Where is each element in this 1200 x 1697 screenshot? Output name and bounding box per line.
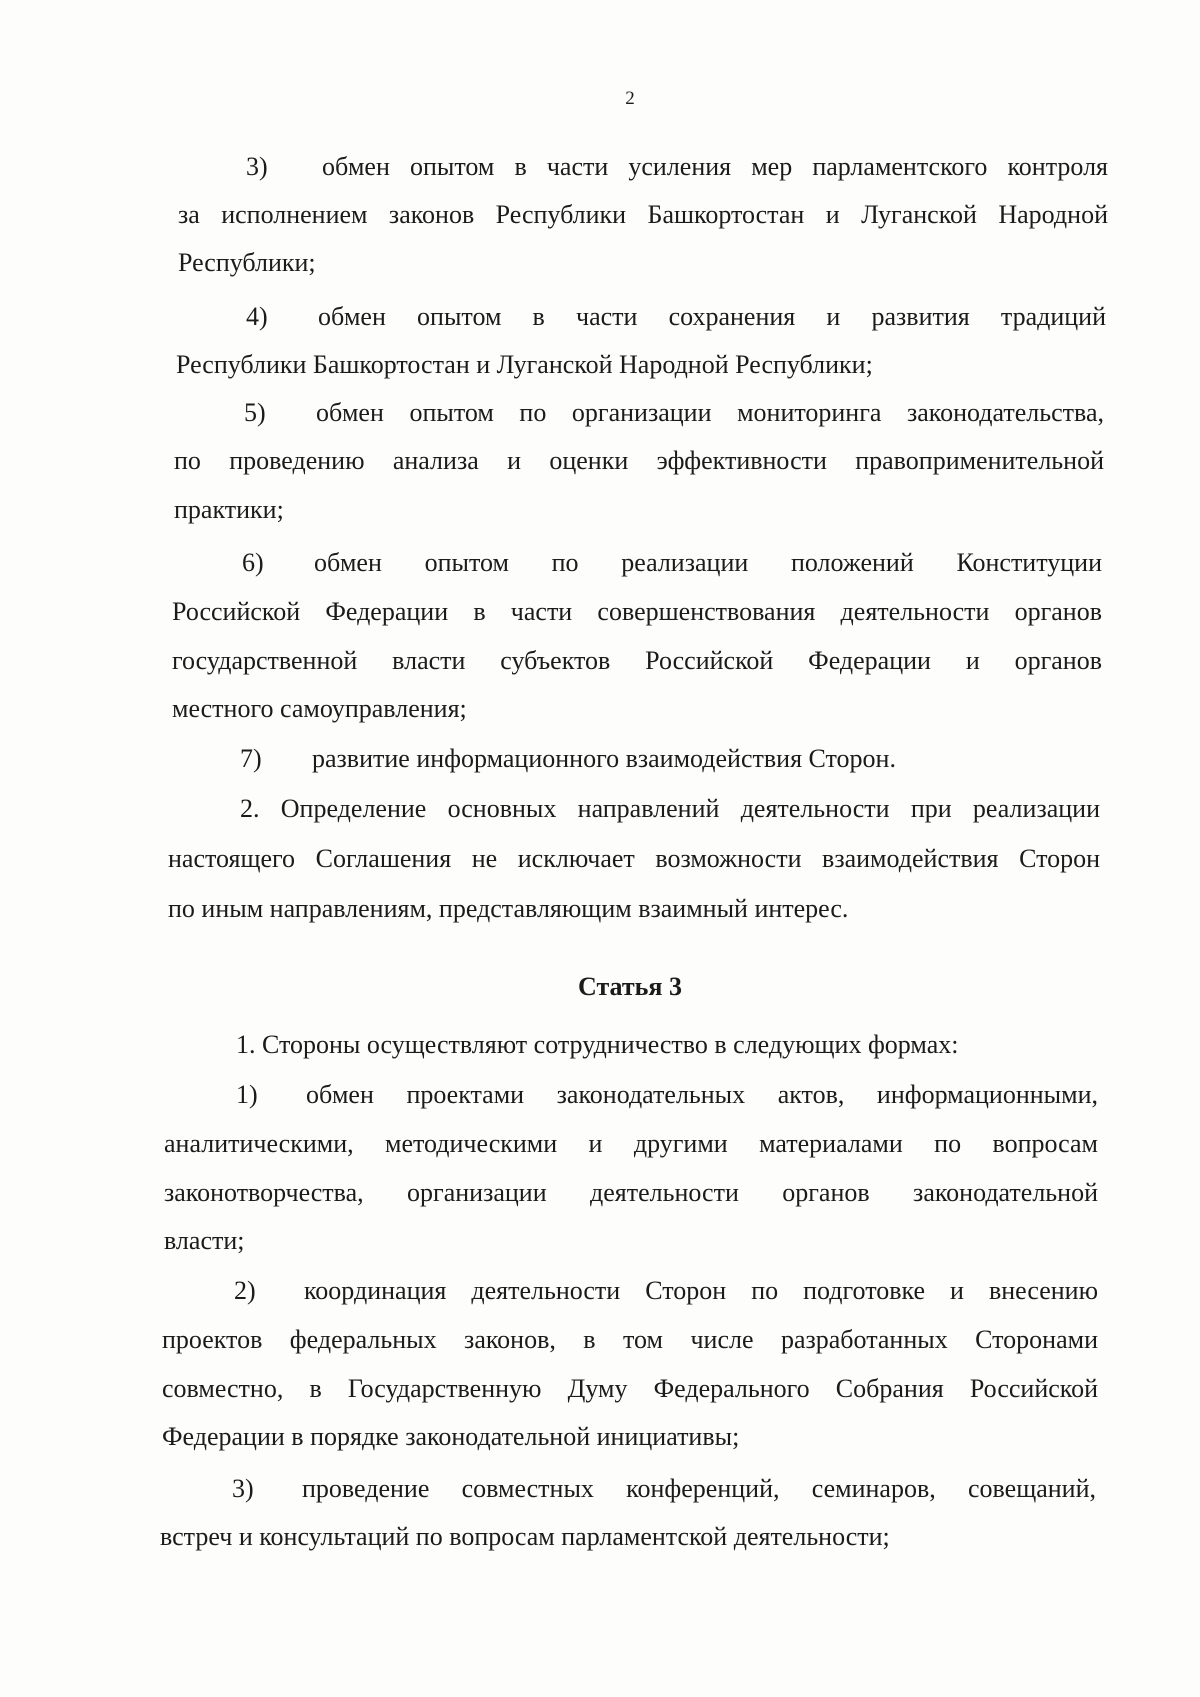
item-number: 7): [240, 744, 262, 773]
text-line: проектов федеральных законов, в том числе разработанных Сторонами: [162, 1325, 1098, 1354]
item-number: 4): [246, 302, 268, 331]
text-line: обмен опытом по реализации положений Конституции: [314, 548, 1102, 577]
text-line: по проведению анализа и оценки эффективности правоприменительной: [174, 446, 1104, 475]
text-line: местного самоуправления;: [172, 694, 467, 723]
item-number: 1): [236, 1080, 258, 1109]
text-line: аналитическими, методическими и другими материалами по вопросам: [164, 1129, 1098, 1158]
item-number: 2): [234, 1276, 256, 1305]
item-number: 6): [242, 548, 264, 577]
item-number: 3): [232, 1474, 254, 1503]
text-line: за исполнением законов Республики Башкортостан и Луганской Народной: [178, 200, 1108, 229]
text-line: 1. Стороны осуществляют сотрудничество в следующих формах:: [236, 1030, 959, 1059]
text-line: 2. Определение основных направлений деятельности при реализации: [240, 794, 1100, 823]
text-line: по иным направлениям, представляющим взаимный интерес.: [168, 894, 849, 923]
text-line: Федерации в порядке законодательной инициативы;: [162, 1422, 740, 1451]
text-line: Республики Башкортостан и Луганской Народной Республики;: [176, 350, 873, 379]
text-line: Республики;: [178, 248, 316, 277]
text-line: обмен опытом в части усиления мер парламентского контроля: [322, 152, 1108, 181]
item-number: 3): [246, 152, 268, 181]
text-line: обмен опытом в части сохранения и развития традиций: [318, 302, 1106, 331]
text-line: практики;: [174, 495, 284, 524]
text-line: настоящего Соглашения не исключает возможности взаимодействия Сторон: [168, 844, 1100, 873]
text-line: проведение совместных конференций, семинаров, совещаний,: [302, 1474, 1096, 1503]
item-number: 5): [244, 398, 266, 427]
text-line: власти;: [164, 1226, 245, 1255]
text-line: государственной власти субъектов Российской Федерации и органов: [172, 646, 1102, 675]
text-line: законотворчества, организации деятельности органов законодательной: [164, 1178, 1098, 1207]
text-line: развитие информационного взаимодействия Сторон.: [312, 744, 896, 773]
text-line: обмен проектами законодательных актов, информационными,: [306, 1080, 1098, 1109]
text-line: координация деятельности Сторон по подготовке и внесению: [304, 1276, 1098, 1305]
page-number: 2: [625, 88, 635, 109]
text-line: совместно, в Государственную Думу Федерального Собрания Российской: [162, 1374, 1098, 1403]
text-line: обмен опытом по организации мониторинга законодательства,: [316, 398, 1104, 427]
text-line: встреч и консультаций по вопросам парламентской деятельности;: [160, 1522, 890, 1551]
text-line: Российской Федерации в части совершенствования деятельности органов: [172, 597, 1102, 626]
article-heading: Статья 3: [578, 972, 682, 1001]
